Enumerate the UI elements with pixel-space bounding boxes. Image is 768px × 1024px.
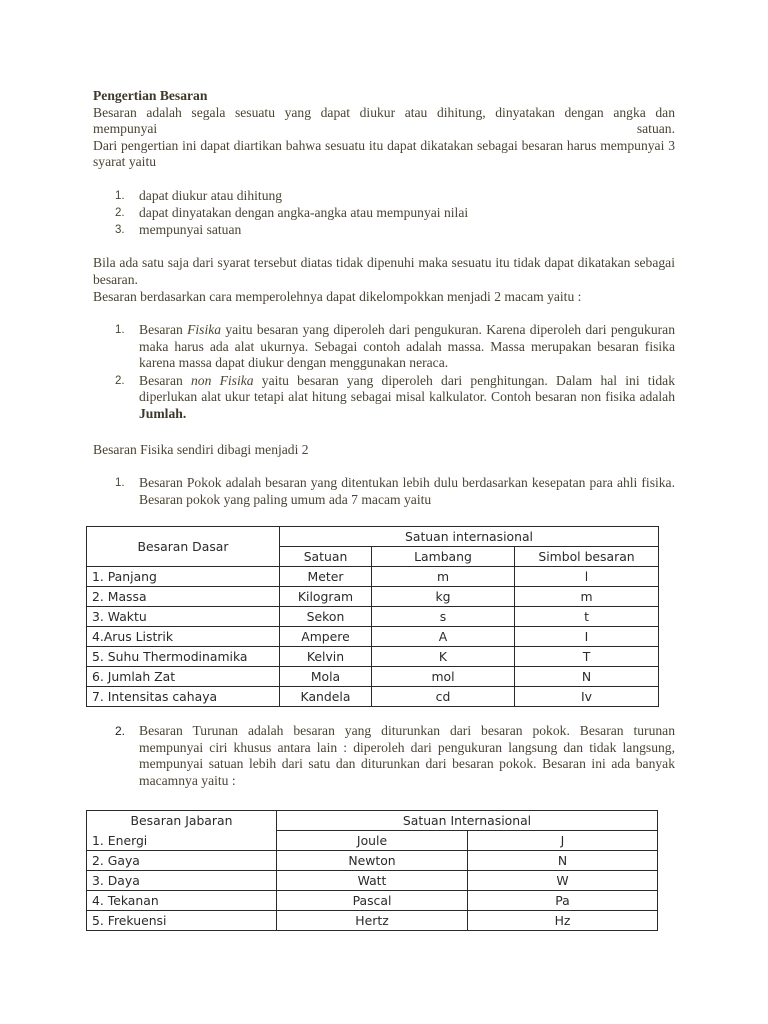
table-cell: 2. Gaya: [87, 851, 277, 871]
table-cell: Kelvin: [280, 647, 372, 667]
syarat-list-wrap: [93, 188, 675, 239]
pokok-list: [93, 475, 675, 508]
list-text-prefix: Besaran: [139, 322, 188, 337]
table-header-row: [87, 527, 659, 547]
table-row: [87, 687, 659, 707]
list-text-bold: Jumlah.: [139, 405, 187, 421]
table-cell: 3. Waktu: [87, 607, 280, 627]
table-cell: W: [468, 871, 658, 891]
table-row: [87, 831, 658, 851]
table-cell: N: [515, 667, 659, 687]
table-cell: mol: [372, 667, 515, 687]
turunan-list-wrap: [93, 723, 675, 789]
table-row: [87, 647, 659, 667]
table-cell: 2. Massa: [87, 587, 280, 607]
table-row: [87, 567, 659, 587]
table-cell: 6. Jumlah Zat: [87, 667, 280, 687]
intro-paragraph-2: Dari pengertian ini dapat diartikan bahwa sesuatu itu dapat dikatakan sebagai besaran harus mempunyai 3 syarat yaitu: [93, 137, 675, 169]
table-cell: 5. Suhu Thermodinamika: [87, 647, 280, 667]
table-cell: Joule: [277, 831, 468, 851]
list-item: [93, 205, 675, 222]
subheader-satuan: Satuan: [280, 547, 372, 567]
list-text: dapat dinyatakan dengan angka-angka atau mempunyai nilai: [139, 205, 469, 220]
subheader-simbol: Simbol besaran: [515, 547, 659, 567]
table-cell: Iv: [515, 687, 659, 707]
list-text: Besaran Pokok adalah besaran yang ditentukan lebih dulu berdasarkan kesepatan para ahli fisika. Besaran pokok yang paling umum ada 7 macam yaitu: [139, 475, 675, 507]
table-row: [87, 607, 659, 627]
table-row: [87, 667, 659, 687]
table-cell: Pascal: [277, 891, 468, 911]
pokok-list-wrap: [93, 475, 675, 508]
table-cell: 1. Panjang: [87, 567, 280, 587]
list-number: 2.: [115, 374, 125, 387]
list-item: [93, 188, 675, 205]
list-item: [93, 373, 675, 423]
header-satuan-internasional: Satuan Internasional: [277, 811, 658, 831]
table-cell: m: [372, 567, 515, 587]
table-cell: Sekon: [280, 607, 372, 627]
page-title: Pengertian Besaran: [93, 88, 208, 103]
jenis-list-wrap: [93, 322, 675, 422]
table-row: [87, 627, 659, 647]
table-cell: 7. Intensitas cahaya: [87, 687, 280, 707]
table-cell: 4. Tekanan: [87, 891, 277, 911]
table-cell: Kandela: [280, 687, 372, 707]
table-cell: I: [515, 627, 659, 647]
table-cell: 3. Daya: [87, 871, 277, 891]
list-item: [93, 475, 675, 508]
jenis-list: [93, 322, 675, 422]
header-besaran-dasar: Besaran Dasar: [87, 527, 280, 567]
list-number: 1.: [115, 477, 125, 489]
list-number: 1.: [115, 324, 125, 336]
table-row: [87, 587, 659, 607]
table-cell: Meter: [280, 567, 372, 587]
list-number: 1.: [115, 190, 125, 202]
table-cell: 1. Energi: [87, 831, 277, 851]
table-cell: l: [515, 567, 659, 587]
table-cell: A: [372, 627, 515, 647]
table-cell: cd: [372, 687, 515, 707]
table-cell: s: [372, 607, 515, 627]
paragraph-bila: Bila ada satu saja dari syarat tersebut diatas tidak dipenuhi maka sesuatu itu tidak dapat dikatakan sebagai besaran.: [93, 255, 675, 287]
list-number: 2.: [115, 207, 125, 219]
subheader-lambang: Lambang: [372, 547, 515, 567]
table-cell: J: [468, 831, 658, 851]
list-text: Besaran Turunan adalah besaran yang diturunkan dari besaran pokok. Besaran turunan mempunyai ciri khusus antara lain : diperoleh dari pengukuran langsung dan tidak langsung, mempunyai satuan lebih dari satu dan diturunkan dari besaran pokok. Besaran ini ada banyak macamnya yaitu :: [139, 723, 675, 788]
table-row: [87, 851, 658, 871]
table-cell: Kilogram: [280, 587, 372, 607]
list-item: [93, 723, 675, 789]
list-item: [93, 322, 675, 372]
table-cell: 5. Frekuensi: [87, 911, 277, 931]
list-text-prefix: Besaran: [139, 372, 191, 388]
intro-section: [93, 88, 675, 171]
table-cell: K: [372, 647, 515, 667]
list-item: [93, 222, 675, 239]
list-number: 3.: [115, 224, 125, 236]
intro-line-2-left: mempunyai: [93, 121, 158, 136]
besaran-turunan-table: [86, 810, 658, 931]
table-cell: t: [515, 607, 659, 627]
table-cell: Pa: [468, 891, 658, 911]
paragraph-dibagi: Besaran Fisika sendiri dibagi menjadi 2: [93, 442, 309, 457]
besaran-pokok-table: [86, 526, 659, 707]
turunan-list: [93, 723, 675, 789]
table-cell: Hertz: [277, 911, 468, 931]
intro-line-2: [93, 121, 675, 138]
table-row: [87, 911, 658, 931]
list-text: mempunyai satuan: [139, 222, 242, 237]
table-cell: kg: [372, 587, 515, 607]
table-cell: Ampere: [280, 627, 372, 647]
paragraph-kelompok: Besaran berdasarkan cara memperolehnya dapat dikelompokkan menjadi 2 macam yaitu :: [93, 289, 582, 304]
table-cell: Mola: [280, 667, 372, 687]
header-satuan-internasional: Satuan internasional: [280, 527, 659, 547]
table-cell: N: [468, 851, 658, 871]
table-cell: m: [515, 587, 659, 607]
list-text: yaitu besaran yang diperoleh dari penghitungan. Dalam hal ini tidak diperlukan alat ukur tetapi alat hitung sebagai misal kalkulator. Contoh besaran non fisika adalah: [139, 372, 675, 404]
table-cell: 4.Arus Listrik: [87, 627, 280, 647]
list-text: dapat diukur atau dihitung: [139, 188, 283, 203]
header-besaran-jabaran: Besaran Jabaran: [87, 811, 277, 831]
table-cell: T: [515, 647, 659, 667]
list-text: yaitu besaran yang diperoleh dari pengukuran. Karena diperoleh dari pengukuran maka harus ada alat ukurnya. Sebagai contoh adalah massa. Massa merupakan besaran fisika karena massa dapat diukur dengan menggunakan neraca.: [139, 322, 675, 370]
intro-line-2-right: satuan.: [636, 121, 675, 136]
list-number: 2.: [115, 724, 126, 738]
intro-line-1: Besaran adalah segala sesuatu yang dapat diukur atau dihitung, dinyatakan dengan angka dan: [93, 104, 675, 120]
table-cell: Hz: [468, 911, 658, 931]
list-text-italic: non Fisika: [191, 372, 254, 388]
table-row: [87, 891, 658, 911]
table-cell: Newton: [277, 851, 468, 871]
syarat-list: [93, 188, 675, 239]
list-text-italic: Fisika: [187, 322, 222, 337]
table-header-row: [87, 811, 658, 831]
table-row: [87, 871, 658, 891]
table-cell: Watt: [277, 871, 468, 891]
